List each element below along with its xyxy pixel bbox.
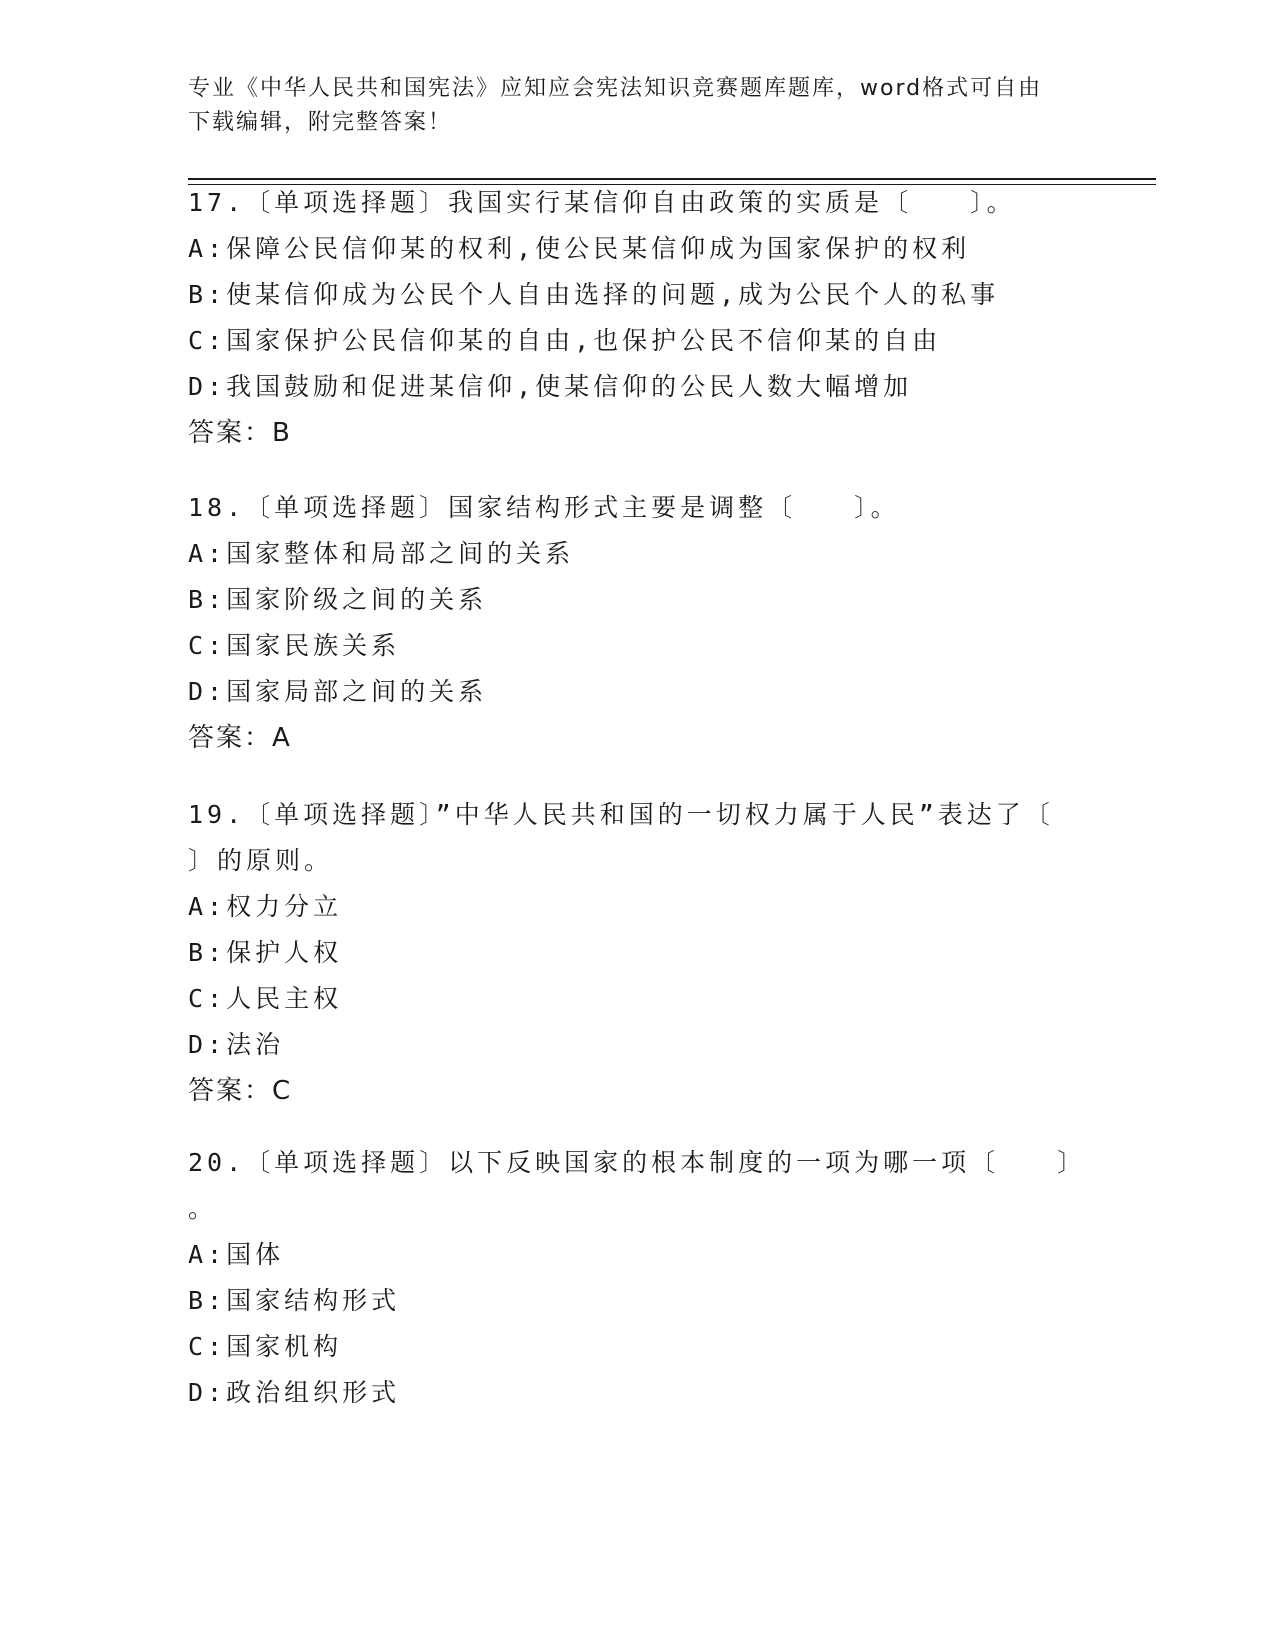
option-c: C:国家民族关系 xyxy=(188,631,401,660)
question-18 xyxy=(188,485,1068,761)
document-header xyxy=(188,72,1068,140)
question-stem: 18.〔单项选择题〕国家结构形式主要是调整〔 〕。 xyxy=(188,493,900,522)
option-a: A:保障公民信仰某的权利,使公民某信仰成为国家保护的权利 xyxy=(188,234,971,263)
question-19 xyxy=(188,792,1068,1114)
option-a: A:权力分立 xyxy=(188,892,343,921)
question-stem: 19.〔单项选择题〕”中华人民共和国的一切权力属于人民”表达了〔 xyxy=(188,800,1054,829)
answer: 答案：C xyxy=(188,1076,293,1106)
option-d: D:国家局部之间的关系 xyxy=(188,677,488,706)
option-d: D:法治 xyxy=(188,1030,285,1059)
option-d: D:我国鼓励和促进某信仰,使某信仰的公民人数大幅增加 xyxy=(188,372,913,401)
answer: 答案：B xyxy=(188,418,292,448)
question-stem-continued: 〕的原则。 xyxy=(188,846,334,875)
question-stem: 17.〔单项选择题〕我国实行某信仰自由政策的实质是〔 〕。 xyxy=(188,188,1016,217)
question-stem: 20.〔单项选择题〕以下反映国家的根本制度的一项为哪一项〔 〕 xyxy=(188,1148,1087,1177)
option-c: C:国家机构 xyxy=(188,1332,343,1361)
option-d: D:政治组织形式 xyxy=(188,1378,401,1407)
option-b: B:保护人权 xyxy=(188,938,343,967)
question-20 xyxy=(188,1140,1087,1416)
option-a: A:国体 xyxy=(188,1240,285,1269)
option-b: B:国家阶级之间的关系 xyxy=(188,585,488,614)
option-b: B:使某信仰成为公民个人自由选择的问题,成为公民个人的私事 xyxy=(188,280,1000,309)
answer: 答案：A xyxy=(188,723,292,753)
header-line-1: 专业《中华人民共和国宪法》应知应会宪法知识竞赛题库题库，word格式可自由 xyxy=(188,76,1043,101)
option-c: C:国家保护公民信仰某的自由,也保护公民不信仰某的自由 xyxy=(188,326,942,355)
header-line-2: 下载编辑，附完整答案！ xyxy=(188,110,453,135)
option-b: B:国家结构形式 xyxy=(188,1286,401,1315)
option-a: A:国家整体和局部之间的关系 xyxy=(188,539,575,568)
question-17 xyxy=(188,180,1068,456)
question-stem-continued: 。 xyxy=(188,1194,218,1223)
option-c: C:人民主权 xyxy=(188,984,343,1013)
